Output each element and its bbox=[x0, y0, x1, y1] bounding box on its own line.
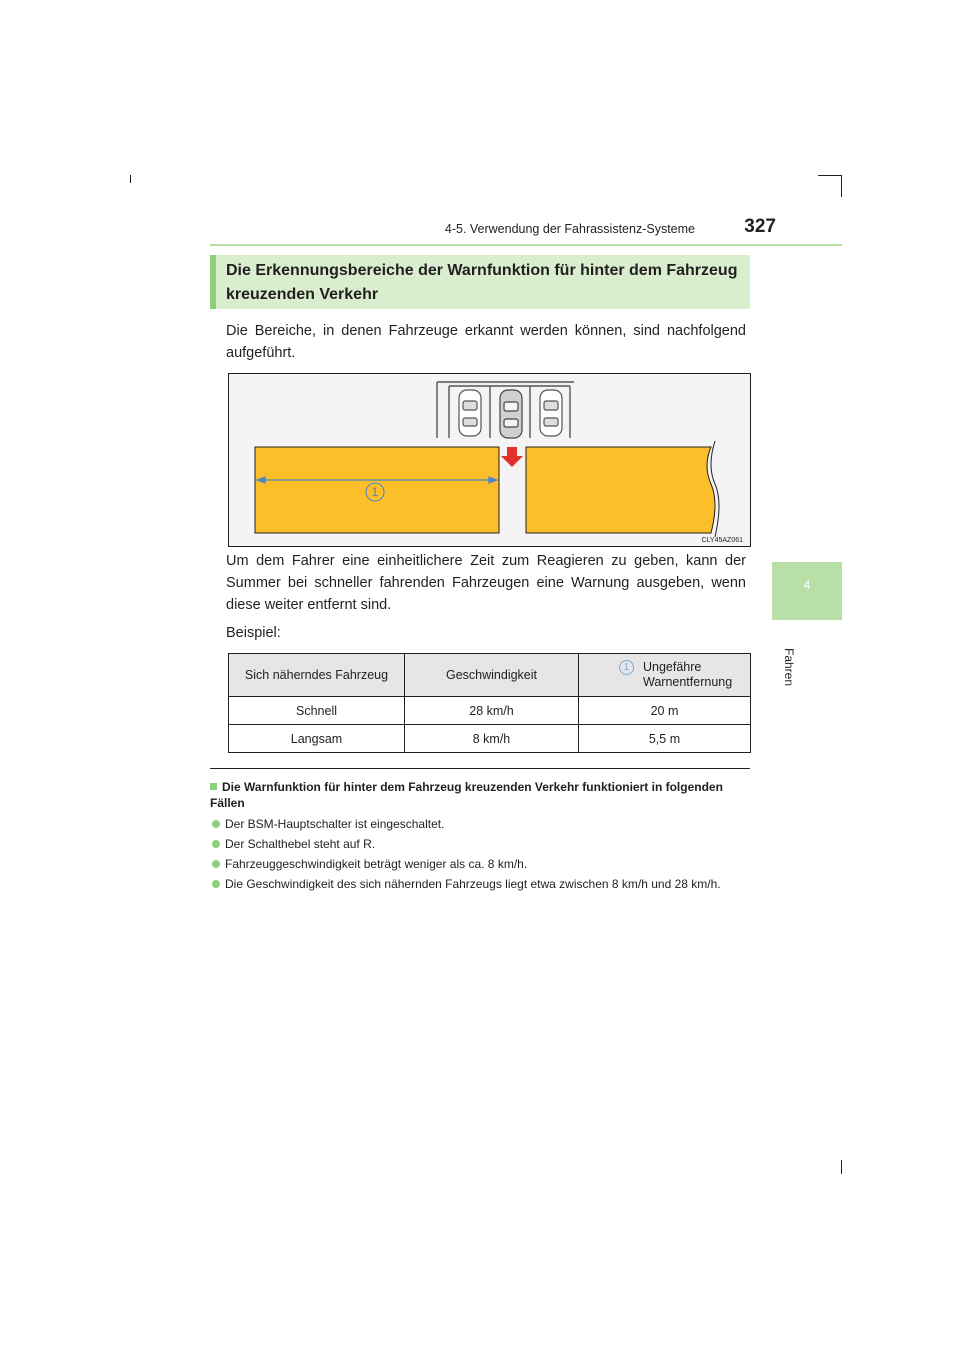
chapter-number: 4 bbox=[803, 578, 811, 592]
figure-code: CLY45AZ061 bbox=[701, 537, 743, 544]
bullet-dot-icon bbox=[212, 860, 220, 868]
crop-mark bbox=[841, 1160, 842, 1174]
detection-area-figure bbox=[228, 373, 751, 547]
parked-car-left bbox=[459, 390, 481, 436]
callout-number: 1 bbox=[371, 485, 379, 499]
section-title: Die Erkennungsbereiche der Warnfunktion für hinter dem Fahrzeug kreuzenden Verkehr bbox=[210, 255, 750, 309]
header-vehicle: Sich näherndes Fahrzeug bbox=[229, 654, 405, 697]
detection-zone-right bbox=[526, 447, 715, 533]
header-rule bbox=[210, 244, 842, 246]
row-fast-speed: 28 km/h bbox=[405, 697, 579, 725]
detection-area-diagram bbox=[229, 374, 750, 546]
row-fast-distance: 20 m bbox=[579, 697, 751, 725]
crop-mark bbox=[130, 175, 131, 183]
table-row bbox=[229, 725, 751, 753]
row-slow-vehicle: Langsam bbox=[229, 725, 405, 753]
list-item: Der Schalthebel steht auf R. bbox=[212, 837, 752, 852]
header-distance bbox=[579, 654, 751, 697]
row-slow-distance: 5,5 m bbox=[579, 725, 751, 753]
bullet-dot-icon bbox=[212, 840, 220, 848]
header-callout: 1 bbox=[619, 660, 634, 675]
explanation-paragraph: Um dem Fahrer eine einheitlichere Zeit zum Reagieren zu geben, kann der Summer bei schneller fahrenden Fahrzeugen eine Warnung ausgeben, wenn diese weiter entfernt sind. bbox=[226, 553, 746, 613]
bullet-dot-icon bbox=[212, 880, 220, 888]
row-fast-vehicle: Schnell bbox=[229, 697, 405, 725]
own-vehicle bbox=[500, 390, 522, 438]
bullet-dot-icon bbox=[212, 820, 220, 828]
table-row bbox=[229, 697, 751, 725]
crop-mark bbox=[841, 175, 842, 197]
header-speed: Geschwindigkeit bbox=[405, 654, 579, 697]
warning-distance-table bbox=[228, 653, 751, 753]
intro-text: Die Bereiche, in denen Fahrzeuge erkannt werden können, sind nachfolgend aufgeführt. bbox=[226, 323, 746, 361]
chapter-label: Fahren bbox=[782, 648, 796, 687]
header-distance-label: Ungefähre Warnentfernung bbox=[643, 660, 733, 689]
example-label: Beispiel: bbox=[226, 625, 281, 641]
square-bullet-icon bbox=[210, 783, 217, 790]
row-slow-speed: 8 km/h bbox=[405, 725, 579, 753]
list-item: Die Geschwindigkeit des sich nähernden Fahrzeugs liegt etwa zwischen 8 km/h und 28 km/h. bbox=[212, 877, 752, 892]
notes-title: Die Warnfunktion für hinter dem Fahrzeug kreuzenden Verkehr funktioniert in folgenden Fällen bbox=[210, 780, 723, 810]
parked-car-right bbox=[540, 390, 562, 436]
running-header-section: 4-5. Verwendung der Fahrassistenz-Systeme bbox=[444, 222, 695, 236]
table-header-row bbox=[229, 654, 751, 697]
crop-mark bbox=[818, 175, 842, 176]
list-item: Fahrzeuggeschwindigkeit beträgt weniger als ca. 8 km/h. bbox=[212, 857, 752, 872]
page-number: 327 bbox=[744, 216, 776, 237]
notes-list bbox=[212, 817, 752, 892]
reverse-direction-arrow bbox=[501, 447, 523, 467]
list-item: Der BSM-Hauptschalter ist eingeschaltet. bbox=[212, 817, 752, 832]
notes-rule bbox=[210, 768, 750, 769]
